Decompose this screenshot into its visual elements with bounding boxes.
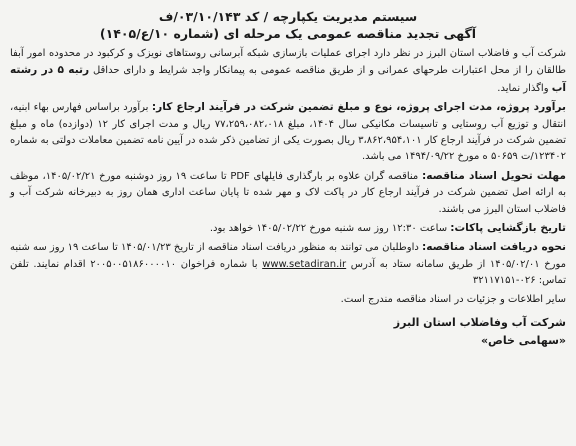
delivery-text: مناقصه گران علاوه بر بارگذاری فایلهای PDF تا ساعت ۱۹ روز دوشنبه مورخ ۱۴۰۵/۰۲/۲۱، موظف به ارائه اصل تضمین شرکت در فرآیند ارجاع کار در پاکت لاک و مهر شده تا پایان ساعت اداری همان روز به دبیرخانه شرکت آب و فاضلاب استان البرز می باشند. [10, 170, 566, 215]
estimate-text: برآورد براساس فهارس بهاء ابنیه، انتقال و توزیع آب روستایی و تاسیسات مکانیکی سال ۱۴۰۴، مبلغ ۷۷،۲۵۹،۰۸۲،۰۱۸ ریال و مدت اجرای کار ۱۲ (دوازده) ماه و مبلغ تضمین شرکت در فرآیند ارجاع کار ۳،۸۶۲،۹۵۴،۱۰۱ ریال بصورت یکی از تضامین ذکر شده در آیین نامه تضمین معاملات دولتی به شماره ۱۲۳۴۰۲/ت ۵۰۶۵۹ ه مورخ ۱۴۹۴/۰۹/۲۲ می باشد. [10, 102, 567, 163]
estimate-paragraph [10, 99, 566, 166]
company-type: «سهامی خاص» [480, 334, 566, 348]
receipt-paragraph [10, 239, 566, 289]
other-info-paragraph: سایر اطلاعات و جزئیات در اسناد مناقصه مندرج است. [340, 293, 566, 305]
setad-link[interactable]: www.setadiran.ir [262, 258, 347, 270]
intro-paragraph [10, 46, 566, 97]
delivery-heading: مهلت تحویل اسناد مناقصه: [421, 169, 566, 182]
estimate-heading: برآورد پروژه، مدت اجرای پروژه، نوع و مبلغ تضمین شرکت در فرآیند ارجاع کار: [151, 101, 566, 114]
opening-heading: تاریخ بازگشایی پاکات: [450, 222, 566, 235]
contractor-rank: رتبه ۵ در رشته آب [10, 64, 566, 94]
intro-text: شرکت آب و فاضلاب استان البرز در نظر دارد اجرای عملیات بازسازی شبکه آبرسانی روستاهای نویزک و کرکبود در محدوده امور آبفا طالقان را از محل اعتبارات طرحهای عمرانی و از طریق مناقصه عمومی به پیمانکار واجد شرایط و دارای حداقل [10, 48, 566, 77]
receipt-heading: نحوه دریافت اسناد مناقصه: [422, 241, 566, 254]
opening-paragraph [10, 220, 566, 237]
system-code-title: سیستم مدیریت یکپارچه / کد ۰۳/۱۰/۱۴۳/ف [158, 9, 418, 24]
notice-title: آگهی تجدید مناقصه عمومی یک مرحله ای (شماره ۱۰/ع/۱۴۰۵) [99, 26, 477, 41]
receipt-text: داوطلبان می توانند به منظور دریافت اسناد مناقصه از تاریخ ۱۴۰۵/۰۱/۲۳ تا ساعت ۱۹ روز سه شنبه مورخ ۱۴۰۵/۰۲/۰۱ از طریق سامانه ستاد به آدرس [10, 242, 566, 270]
receipt-text-after: با شماره فراخوان ۲۰۰۵۰۰۵۱۸۶۰۰۰۰۱۰ اقدام نمایند. تلفن تماس: ۰۲۶-۳۲۱۱۷۱۵۱ [10, 258, 566, 287]
company-name: شرکت آب وفاضلاب استان البرز [393, 316, 566, 330]
delivery-paragraph [10, 168, 566, 218]
intro-tail: واگذار نماید. [497, 82, 549, 94]
opening-text: ساعت ۱۲:۳۰ روز سه شنبه مورخ ۱۴۰۵/۰۲/۲۲ خواهد بود. [209, 223, 448, 235]
signature-block [10, 314, 566, 350]
